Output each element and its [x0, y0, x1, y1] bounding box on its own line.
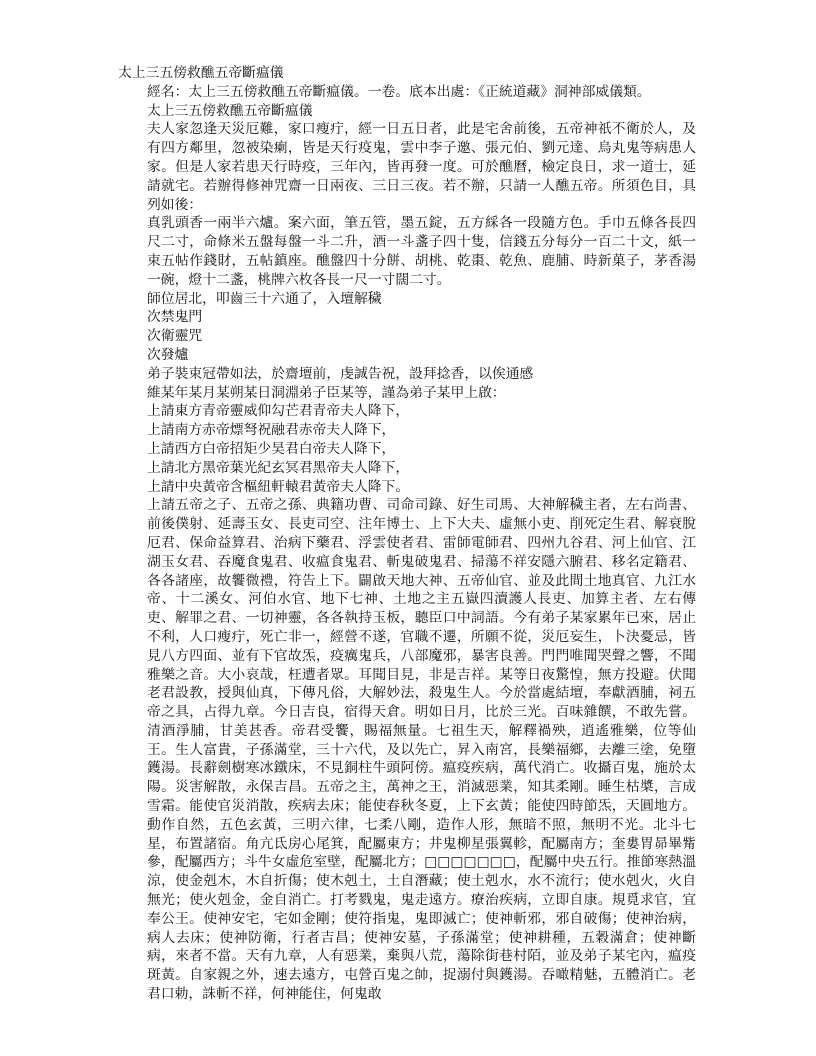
invocation-line: 上請東方青帝靈威仰勾芒君青帝夫人降下，: [147, 403, 410, 420]
invocation-line: 上請北方黑帝葉光紀玄冥君黑帝夫人降下，: [147, 459, 410, 476]
invocation-line: 上請南方赤帝熛弩祝融君赤帝夫人降下，: [147, 422, 396, 439]
ritual-step: 次發爐: [147, 346, 189, 363]
ritual-step: 次衛靈咒: [147, 328, 203, 345]
ritual-step: 維某年某月某朔某日洞淵弟子臣某等，謹為弟子某甲上啟：: [147, 384, 506, 401]
paragraph-petition: 上請五帝之子、五帝之孫、典籍功曹、司命司錄、好生司馬、大神解穢主者，左右尚書、前後僕射、延壽玉女、長吏司空、注年博士、上下大夫、虛無小吏、削死定生君、解衰脫厄君、保命益算君、治病下藥君、浮雲使者君、雷師電師君、四州九谷君、河上仙官、江湖玉女君、吞魔食鬼君、收瘟食鬼君、斬鬼破鬼君、掃蕩不祥安隱六腑君、移名定籍君、各各諸座，故饗微禮，符告上下。闢啟天地大神、五帝仙官、並及此間土地真官、九江水帝、十二溪女、河伯水官、地下七神、土地之主五嶽四瀆護人長吏、加算主者、左右傳吏、解罪之君、一切神靈，各各執持玉板，聽臣口中詞語。今有弟子某家累年已來，居止不利，人口瘦疔，死亡非一，經營不遂，官職不遷，所願不從，災厄妄生，卜決憂忌，皆見八方四面、並有下官故炁，疫癘鬼兵，八部魔邪，暴害良善。門門唯聞哭聲之響，不聞雅樂之音。大小哀哉，枉遭者眾。耳聞目見，非是吉祥。某等日夜驚惶，無方投避。伏聞老君設教，授與仙真，下傳凡俗，大解妙法，殺鬼生人。今於當處結壇，奉獻酒脯，祠五帝之具，占得九章。今日吉良，宿得天倉。明如日月，比於三光。百味雜饌，不敢先嘗。清酒淨脯，甘美甚香。帝君受饗，賜福無量。七祖生天，解釋禍殃，逍遙雅樂，位等仙王。生人富貴，子孫滿堂，三十六代，及以先亡，昇入南宮，長樂福鄉，去離三塗，免墮鑊湯。長辭劍樹寒冰鐵床，不見銅柱牛頭阿傍。瘟疫疾病，萬代消亡。收攝百鬼，施於太陽。災害解散，永保吉昌。五帝之主，萬神之王，消滅惡業，知其柔剛。睡生枯槳，言成雪霜。能使官災消散，疾病去床；能使春秋冬夏，上下玄黃；能使四時節炁，天圓地方。動作自然，五色玄黃，三明六律，七柔八剛，造作人形，無暗不照，無明不光。北斗七星，布置諸宿。角亢氐房心尾箕，配屬東方；井鬼柳星張翼軫，配屬南方；奎婁胃昴畢觜參，配屬西方；斗牛女虛危室壁，配屬北方；□□□□□□□，配屬中央五行。推節寒熱溫涼，使金剋木，木自折傷；使木剋土，土自潛藏；使土剋水，水不流行；使水剋火，火自無光；使火剋金，金自消亡。打考戮鬼，鬼走遠方。療治疾病，立即自康。規覓求官，宜奉公王。使神安宅，宅如金剛；使符指鬼，鬼即滅亡；使神斬邪，邪自破傷；使神治病，病人去床；使神防衛，行者吉昌；使神安墓，子孫滿堂；使神耕種，五穀滿倉；使神斷病，來者不當。天有九章，人有惡業，棄與八荒，蕩除街巷村陌，並及弟子某宅內，瘟疫斑黃。自家親之外，速去遠方，屯營百鬼之帥，捉溺付與鑊湯。吞噉精魅，五體消亡。老君口勅，誅斬不祥，何神能住，何鬼敢: [147, 497, 696, 1003]
ritual-step: 師位居北，叩齒三十六通了，入壇解穢: [147, 290, 382, 307]
paragraph-intro: 夫人家忽逢天災厄難，家口瘦疔，經一日五日者，此是宅舍前後，五帝神祇不衛於人，及有四方鄰里，忽被染瘌，皆是天行疫鬼，雲中李子邀、張元伯、劉元達、烏丸鬼等病患人家。但是人家若患天行時疫，三年內，皆再發一度。可於醮曆，檢定良日，求一道士，延請就宅。若辦得修神咒齋一日兩夜、三日三夜。若不辦，只請一人醮五帝。所須色目，具列如後：: [147, 121, 696, 213]
section-heading: 太上三五傍救醮五帝斷瘟儀: [147, 102, 313, 119]
invocation-line: 上請西方白帝招矩少昊君白帝夫人降下，: [147, 440, 396, 457]
ritual-step: 次禁鬼門: [147, 309, 203, 326]
scripture-meta: 經名：太上三五傍救醮五帝斷瘟儀。一卷。底本出處：《正統道藏》洞神部威儀類。: [147, 83, 651, 100]
document-title: 太上三五傍救醮五帝斷瘟儀: [118, 65, 284, 81]
ritual-step: 弟子裝束冠帶如法，於齋壇前，虔誠告祝，設拜捻香，以俟通感: [147, 365, 534, 382]
paragraph-offerings: 真乳頭香一兩半六爐。案六面，筆五管，墨五錠，五方綵各一段隨方色。手巾五條各長四尺二寸，命條米五盤每盤一斗二升，酒一斗盞子四十隻，信錢五分每分一百二十文，紙一束五帖作錢財，五帖鎮座。醮盤四十分餅、胡桃、乾棗、乾魚、鹿脯、時新菓子，茅香湯一碗，燈十二盞，桃牌六枚各長一尺一寸闊二寸。: [147, 215, 696, 288]
invocation-line: 上請中央黃帝含樞紐軒轅君黃帝夫人降下。: [147, 478, 410, 495]
